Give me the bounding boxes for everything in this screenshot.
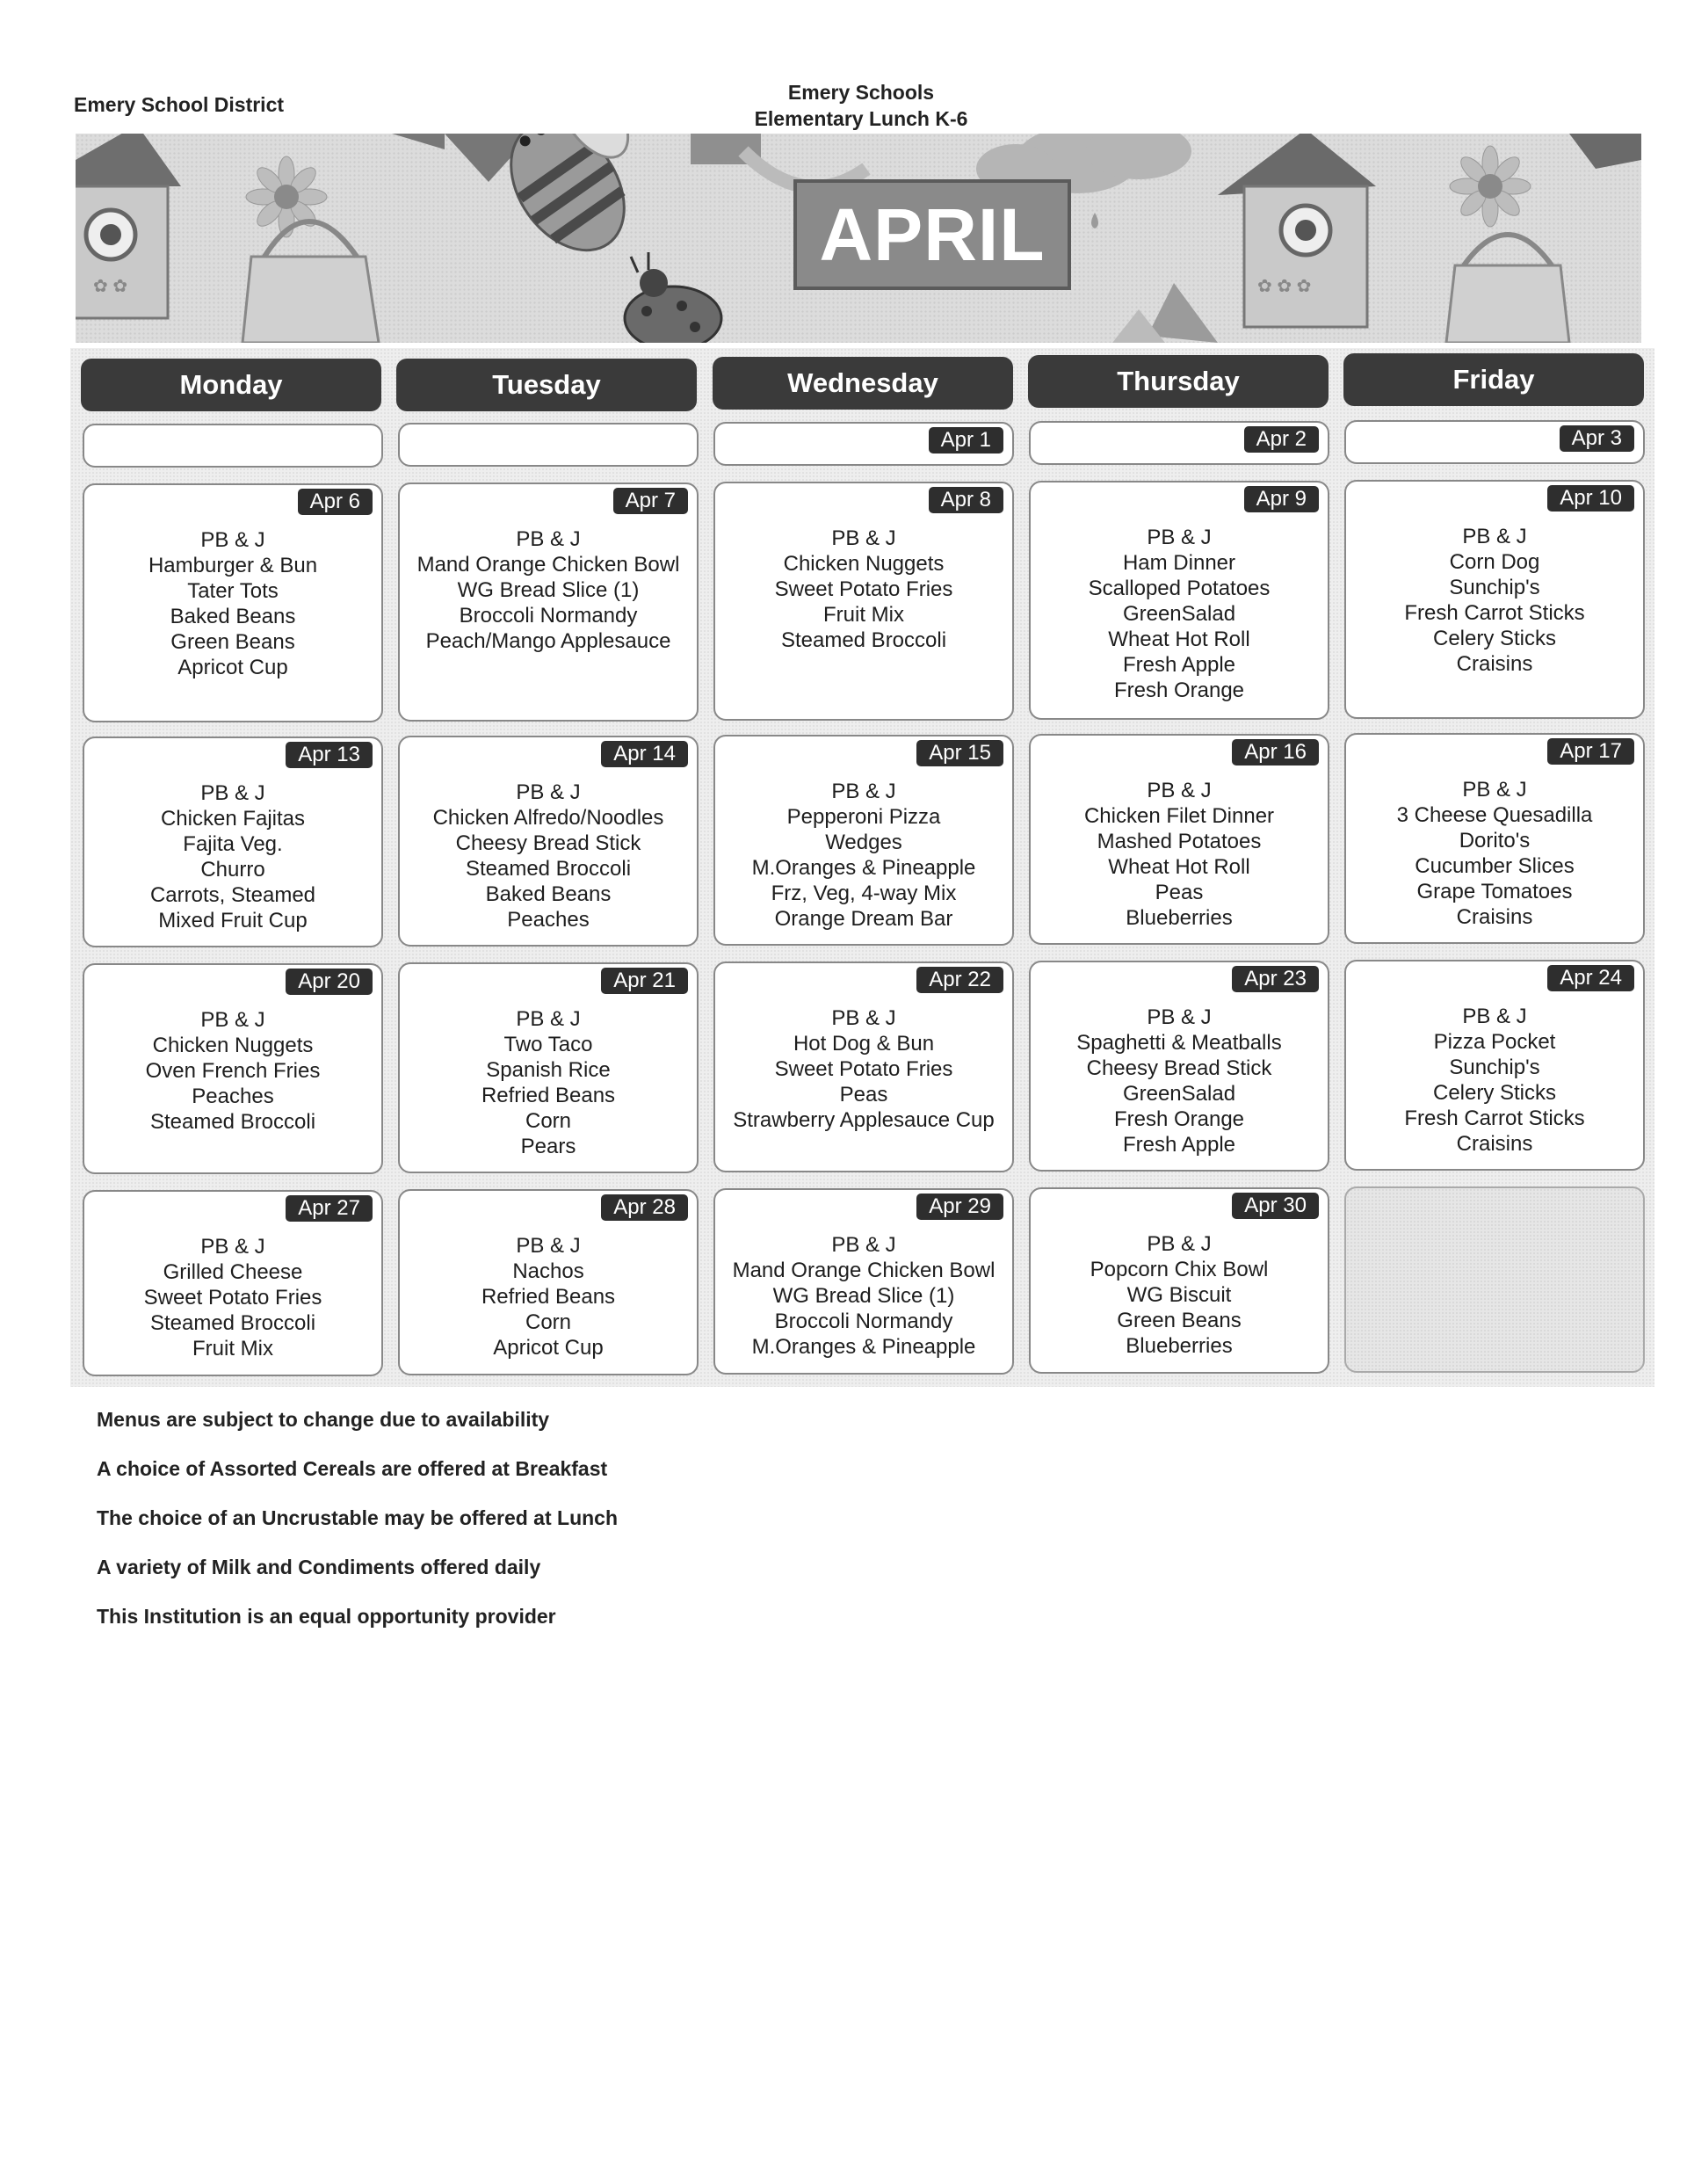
menu-item: Wheat Hot Roll xyxy=(1108,855,1250,879)
menu-items xyxy=(1031,525,1328,703)
menu-item: Peaches xyxy=(192,1085,274,1108)
menu-items xyxy=(715,1232,1012,1360)
menu-item: Broccoli Normandy xyxy=(774,1310,953,1333)
menu-item: PB & J xyxy=(831,780,896,803)
menu-item: Oven French Fries xyxy=(145,1059,321,1083)
menu-item: Sunchip's xyxy=(1449,1056,1540,1079)
menu-item: Fresh Apple xyxy=(1122,653,1236,677)
menu-item: Corn xyxy=(525,1310,572,1334)
menu-item: PB & J xyxy=(516,780,581,804)
ladybug-icon xyxy=(625,252,721,343)
menu-item: Grilled Cheese xyxy=(163,1260,303,1284)
note-line: Menus are subject to change due to availability xyxy=(97,1408,550,1431)
district-name: Emery School District xyxy=(74,93,285,116)
menu-item: PB & J xyxy=(1462,525,1527,548)
menu-item: Ham Dinner xyxy=(1122,551,1236,575)
menu-item: Peaches xyxy=(507,908,590,932)
day-cell xyxy=(1029,961,1329,1172)
menu-item: Spaghetti & Meatballs xyxy=(1076,1031,1282,1055)
day-cell xyxy=(1029,481,1329,720)
menu-item: PB & J xyxy=(1147,779,1212,802)
menu-item: Frz, Veg, 4-way Mix xyxy=(771,882,957,905)
menu-item: Celery Sticks xyxy=(1432,1081,1557,1105)
day-cell xyxy=(1029,1187,1329,1374)
menu-item: Two Taco xyxy=(503,1033,593,1056)
date-badge: Apr 8 xyxy=(929,487,1003,513)
lunch-calendar xyxy=(70,348,1654,1387)
menu-item: Pizza Pocket xyxy=(1433,1030,1556,1054)
day-cell xyxy=(713,422,1014,466)
menu-item: Tater Tots xyxy=(187,579,279,603)
menu-item: Baked Beans xyxy=(485,882,612,906)
menu-item: Fresh Apple xyxy=(1122,1133,1236,1157)
note-line: A variety of Milk and Condiments offered daily xyxy=(97,1556,541,1578)
school-line-1: Emery Schools xyxy=(787,81,935,104)
date-badge: Apr 14 xyxy=(601,741,688,767)
menu-item: Popcorn Chix Bowl xyxy=(1090,1258,1269,1281)
day-cell xyxy=(398,962,699,1173)
menu-item: WG Bread Slice (1) xyxy=(772,1284,955,1308)
menu-items xyxy=(1346,524,1643,677)
date-badge: Apr 28 xyxy=(601,1194,688,1221)
date-badge: Apr 13 xyxy=(286,742,373,768)
menu-item: Mand Orange Chicken Bowl xyxy=(732,1259,996,1282)
menu-item: Steamed Broccoli xyxy=(780,628,947,652)
menu-item: Apricot Cup xyxy=(493,1336,604,1360)
menu-item: M.Oranges & Pineapple xyxy=(751,856,976,880)
menu-item: Steamed Broccoli xyxy=(465,857,632,881)
menu-item: Strawberry Applesauce Cup xyxy=(733,1108,995,1132)
menu-item: PB & J xyxy=(1462,1005,1527,1028)
day-header-tuesday: Tuesday xyxy=(396,359,697,411)
menu-item: PB & J xyxy=(831,1233,896,1257)
menu-item: Pepperoni Pizza xyxy=(786,805,941,829)
note-line: This Institution is an equal opportunity provider xyxy=(97,1605,556,1628)
school-title xyxy=(685,79,1037,132)
month-title: APRIL xyxy=(793,179,1071,290)
menu-items xyxy=(1346,777,1643,930)
menu-items xyxy=(400,526,697,654)
day-cell xyxy=(398,1189,699,1375)
menu-item: Churro xyxy=(200,858,265,882)
menu-item: Wedges xyxy=(825,831,902,854)
menu-item: Scalloped Potatoes xyxy=(1088,577,1271,600)
menu-item: WG Bread Slice (1) xyxy=(457,578,640,602)
menu-items xyxy=(1031,1231,1328,1359)
menu-item: Baked Beans xyxy=(170,605,296,628)
menu-item: Cucumber Slices xyxy=(1415,854,1575,878)
date-badge: Apr 22 xyxy=(916,967,1003,993)
day-cell xyxy=(83,424,383,468)
menu-item: Cheesy Bread Stick xyxy=(455,831,641,855)
menu-item: Hamburger & Bun xyxy=(148,554,318,577)
menu-item: Peas xyxy=(839,1083,888,1107)
menu-item: Orange Dream Bar xyxy=(774,907,953,931)
menu-items xyxy=(400,1233,697,1360)
menu-item: Cheesy Bread Stick xyxy=(1086,1056,1272,1080)
day-cell xyxy=(1344,420,1645,464)
day-cell xyxy=(1344,960,1645,1171)
menu-item: Craisins xyxy=(1456,652,1533,676)
day-cell xyxy=(713,961,1014,1172)
menu-items xyxy=(715,779,1012,932)
menu-item: Refried Beans xyxy=(481,1084,616,1107)
menu-item: M.Oranges & Pineapple xyxy=(751,1335,976,1359)
menu-item: Green Beans xyxy=(170,630,295,654)
menu-item: Sweet Potato Fries xyxy=(143,1286,322,1310)
svg-text:✿ ✿: ✿ ✿ xyxy=(93,277,128,296)
menu-item: Steamed Broccoli xyxy=(149,1311,316,1335)
menu-items xyxy=(1346,1004,1643,1157)
date-badge: Apr 23 xyxy=(1232,966,1319,992)
menu-item: PB & J xyxy=(200,1008,265,1032)
menu-items xyxy=(400,780,697,932)
menu-item: Mand Orange Chicken Bowl xyxy=(416,553,680,577)
menu-item: Hot Dog & Bun xyxy=(793,1032,935,1056)
date-badge: Apr 27 xyxy=(286,1195,373,1222)
menu-item: PB & J xyxy=(200,1235,265,1259)
menu-item: Corn xyxy=(525,1109,572,1133)
day-cell xyxy=(83,1190,383,1376)
menu-item: Sunchip's xyxy=(1449,576,1540,599)
date-badge: Apr 6 xyxy=(298,489,373,515)
menu-item: Dorito's xyxy=(1459,829,1531,853)
menu-items xyxy=(84,1007,381,1135)
menu-item: Craisins xyxy=(1456,905,1533,929)
day-header-wednesday: Wednesday xyxy=(713,357,1013,410)
menu-item: Fresh Carrot Sticks xyxy=(1404,601,1585,625)
menu-item: GreenSalad xyxy=(1122,602,1236,626)
menu-item: PB & J xyxy=(1147,1232,1212,1256)
menu-item: Chicken Alfredo/Noodles xyxy=(432,806,664,830)
day-cell xyxy=(1344,480,1645,719)
day-cell xyxy=(83,963,383,1174)
menu-item: Chicken Filet Dinner xyxy=(1083,804,1275,828)
menu-items xyxy=(84,1234,381,1361)
date-badge: Apr 15 xyxy=(916,740,1003,766)
menu-item: Refried Beans xyxy=(481,1285,616,1309)
note-line: The choice of an Uncrustable may be offered at Lunch xyxy=(97,1506,619,1529)
menu-item: Sweet Potato Fries xyxy=(774,1057,953,1081)
day-cell xyxy=(83,736,383,947)
birdhouse-icon xyxy=(1218,134,1376,327)
menu-item: Nachos xyxy=(512,1259,584,1283)
menu-item: PB & J xyxy=(516,1007,581,1031)
day-cell xyxy=(1029,734,1329,945)
menu-item: Green Beans xyxy=(1117,1309,1242,1332)
menu-item: Spanish Rice xyxy=(486,1058,611,1082)
date-badge: Apr 16 xyxy=(1232,739,1319,765)
date-badge: Apr 1 xyxy=(929,427,1003,453)
menu-item: Peas xyxy=(1155,881,1204,904)
menu-item: Sweet Potato Fries xyxy=(774,577,953,601)
menu-item: PB & J xyxy=(516,527,581,551)
menu-item: Fresh Orange xyxy=(1113,678,1245,702)
menu-item: Blueberries xyxy=(1126,906,1233,930)
menu-item: PB & J xyxy=(831,526,896,550)
date-badge: Apr 10 xyxy=(1547,485,1634,512)
menu-items xyxy=(400,1006,697,1159)
menu-item: Carrots, Steamed xyxy=(149,883,316,907)
note-line: A choice of Assorted Cereals are offered at Breakfast xyxy=(97,1457,608,1480)
day-cell xyxy=(713,1188,1014,1375)
menu-item: Chicken Nuggets xyxy=(783,552,945,576)
day-cell xyxy=(1344,733,1645,944)
school-line-2: Elementary Lunch K-6 xyxy=(754,107,968,130)
bucket-icon xyxy=(1446,235,1569,343)
menu-item: GreenSalad xyxy=(1122,1082,1236,1106)
menu-items xyxy=(1031,778,1328,931)
menu-item: PB & J xyxy=(200,528,265,552)
day-cell xyxy=(83,483,383,722)
month-banner xyxy=(76,134,1641,343)
date-badge: Apr 2 xyxy=(1244,426,1319,453)
menu-item: Peach/Mango Applesauce xyxy=(425,629,671,653)
menu-items xyxy=(1031,1005,1328,1157)
birdhouse-icon xyxy=(76,134,181,318)
menu-item: Broccoli Normandy xyxy=(459,604,638,628)
date-badge: Apr 21 xyxy=(601,968,688,994)
menu-item: Corn Dog xyxy=(1449,550,1540,574)
day-header-monday: Monday xyxy=(81,359,381,411)
flower-icon xyxy=(1450,146,1531,227)
menu-item: PB & J xyxy=(200,781,265,805)
date-badge: Apr 17 xyxy=(1547,738,1634,765)
date-badge: Apr 29 xyxy=(916,1194,1003,1220)
menu-item: Fresh Orange xyxy=(1113,1107,1245,1131)
menu-items xyxy=(715,1005,1012,1133)
day-cell-empty xyxy=(1344,1186,1645,1373)
date-badge: Apr 3 xyxy=(1560,425,1634,452)
menu-item: PB & J xyxy=(831,1006,896,1030)
menu-item: PB & J xyxy=(1462,778,1527,802)
day-header-friday: Friday xyxy=(1343,353,1644,406)
menu-item: Fajita Veg. xyxy=(183,832,283,856)
menu-item: Celery Sticks xyxy=(1432,627,1557,650)
menu-item: Grape Tomatoes xyxy=(1416,880,1573,903)
menu-item: Craisins xyxy=(1456,1132,1533,1156)
menu-items xyxy=(84,527,381,680)
menu-item: Fruit Mix xyxy=(192,1337,273,1360)
menu-item: PB & J xyxy=(1147,526,1212,549)
menu-item: PB & J xyxy=(516,1234,581,1258)
menu-notes xyxy=(97,1408,618,1654)
menu-item: Fresh Carrot Sticks xyxy=(1404,1107,1585,1130)
menu-item: Fruit Mix xyxy=(823,603,904,627)
bucket-icon xyxy=(243,221,379,343)
menu-item: Apricot Cup xyxy=(177,656,288,679)
menu-item: Pears xyxy=(520,1135,576,1158)
date-badge: Apr 9 xyxy=(1244,486,1319,512)
menu-items xyxy=(715,526,1012,653)
day-cell xyxy=(398,736,699,947)
menu-item: Mixed Fruit Cup xyxy=(158,909,308,932)
day-cell xyxy=(1029,421,1329,465)
menu-item: WG Biscuit xyxy=(1126,1283,1232,1307)
menu-item: 3 Cheese Quesadilla xyxy=(1396,803,1593,827)
day-cell xyxy=(398,423,699,467)
menu-items xyxy=(84,780,381,933)
menu-item: Chicken Fajitas xyxy=(160,807,306,831)
svg-text:✿ ✿ ✿: ✿ ✿ ✿ xyxy=(1257,277,1312,296)
day-cell xyxy=(713,482,1014,721)
date-badge: Apr 20 xyxy=(286,969,373,995)
day-header-thursday: Thursday xyxy=(1028,355,1329,408)
menu-item: Steamed Broccoli xyxy=(149,1110,316,1134)
date-badge: Apr 24 xyxy=(1547,965,1634,991)
menu-item: PB & J xyxy=(1147,1005,1212,1029)
flower-icon xyxy=(246,156,327,237)
date-badge: Apr 7 xyxy=(613,488,688,514)
menu-item: Mashed Potatoes xyxy=(1097,830,1262,853)
menu-item: Blueberries xyxy=(1126,1334,1233,1358)
menu-item: Wheat Hot Roll xyxy=(1108,628,1250,651)
day-cell xyxy=(398,483,699,722)
day-cell xyxy=(713,735,1014,946)
date-badge: Apr 30 xyxy=(1232,1193,1319,1219)
menu-item: Chicken Nuggets xyxy=(152,1034,314,1057)
